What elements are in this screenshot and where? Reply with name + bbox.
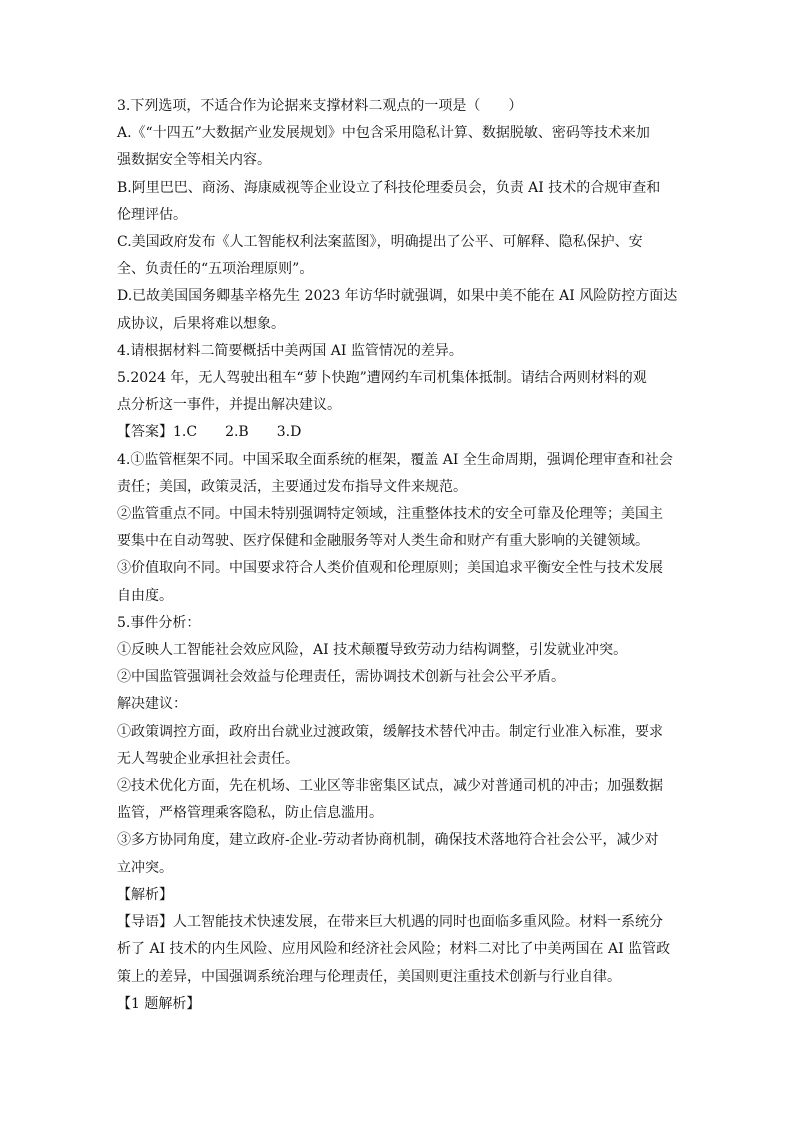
option-a-line-2: 强数据安全等相关内容。 (117, 152, 271, 169)
answer-5-suggestion-1-line-2: 无人驾驶企业承担社会责任。 (117, 750, 299, 767)
answer-5-analysis-point-2: ②中国监管强调社会效益与伦理责任，需协调技术创新与社会公平矛盾。 (117, 669, 565, 686)
option-b-line-2: 伦理评估。 (117, 206, 187, 223)
question-1-analysis-heading: 【1 题解析】 (117, 995, 201, 1012)
answer-4-point-1-line-2: 责任；美国，政策灵活，主要通过发布指导文件来规范。 (117, 478, 467, 495)
question-5-stem-line-2: 点分析这一事件，并提出解决建议。 (117, 397, 341, 414)
answer-key: 【答案】1.C 2.B 3.D (117, 424, 302, 441)
answer-5-suggestion-2-line-2: 监管，严格管理乘客隐私，防止信息滥用。 (117, 805, 383, 822)
answer-5-suggestion-heading: 解决建议： (117, 696, 187, 713)
question-5-stem-line-1: 5.2024 年，无人驾驶出租车“萝卜快跑”遭网约车司机集体抵制。请结合两则材料的观 (117, 370, 647, 387)
answer-4-point-2-line-2: 要集中在自动驾驶、医疗保健和金融服务等对人类生命和财产有重大影响的关键领域。 (117, 533, 649, 550)
answer-5-suggestion-2-line-1: ②技术优化方面，先在机场、工业区等非密集区试点，减少对普通司机的冲击；加强数据 (117, 778, 663, 795)
answer-4-point-3-line-1: ③价值取向不同。中国要求符合人类价值观和伦理原则；美国追求平衡安全性与技术发展 (117, 560, 663, 577)
answer-5-suggestion-1-line-1: ①政策调控方面，政府出台就业过渡政策，缓解技术替代冲击。制定行业准入标准，要求 (117, 723, 663, 740)
question-3-stem: 3.下列选项，不适合作为论据来支撑材料二观点的一项是（ ） (117, 98, 523, 114)
option-c-line-1: C.美国政府发布《人工智能权利法案蓝图》，明确提出了公平、可解释、隐私保护、安 (117, 234, 643, 251)
option-b-line-1: B.阿里巴巴、商汤、海康威视等企业设立了科技伦理委员会，负责 AI 技术的合规审查和 (117, 179, 661, 196)
analysis-heading: 【解析】 (117, 886, 173, 903)
answer-4-point-1-line-1: 4.①监管框架不同。中国采取全面系统的框架，覆盖 AI 全生命周期，强调伦理审查和社会 (117, 451, 673, 468)
intro-line-2: 析了 AI 技术的内生风险、应用风险和经济社会风险；材料二对比了中美两国在 AI 监管政 (117, 941, 671, 958)
option-d-line-2: 成协议，后果将难以想象。 (117, 315, 285, 332)
intro-line-1: 【导语】人工智能技术快速发展，在带来巨大机遇的同时也面临多重风险。材料一系统分 (117, 914, 663, 931)
answer-4-point-2-line-1: ②监管重点不同。中国未特别强调特定领域，注重整体技术的安全可靠及伦理等；美国主 (117, 506, 663, 523)
option-d-line-1: D.已故美国国务卿基辛格先生 2023 年访华时就强调，如果中美不能在 AI 风险防控方面达 (117, 288, 678, 305)
answer-5-analysis-heading: 5.事件分析： (117, 614, 201, 631)
question-4-stem: 4.请根据材料二简要概括中美两国 AI 监管情况的差异。 (117, 342, 463, 359)
answer-4-point-3-line-2: 自由度。 (117, 587, 173, 604)
answer-5-suggestion-3-line-2: 立冲突。 (117, 859, 173, 876)
option-c-line-2: 全、负责任的“五项治理原则”。 (117, 261, 314, 278)
answer-5-suggestion-3-line-1: ③多方协同角度，建立政府-企业-劳动者协商机制，确保技术落地符合社会公平，减少对 (117, 832, 659, 849)
option-a-line-1: A.《“十四五”大数据产业发展规划》中包含采用隐私计算、数据脱敏、密码等技术来加 (117, 125, 650, 142)
answer-5-analysis-point-1: ①反映人工智能社会效应风险，AI 技术颠覆导致劳动力结构调整，引发就业冲突。 (117, 642, 628, 659)
document-page (117, 93, 682, 1018)
intro-line-3: 策上的差异，中国强调系统治理与伦理责任，美国则更注重技术创新与行业自律。 (117, 968, 621, 985)
